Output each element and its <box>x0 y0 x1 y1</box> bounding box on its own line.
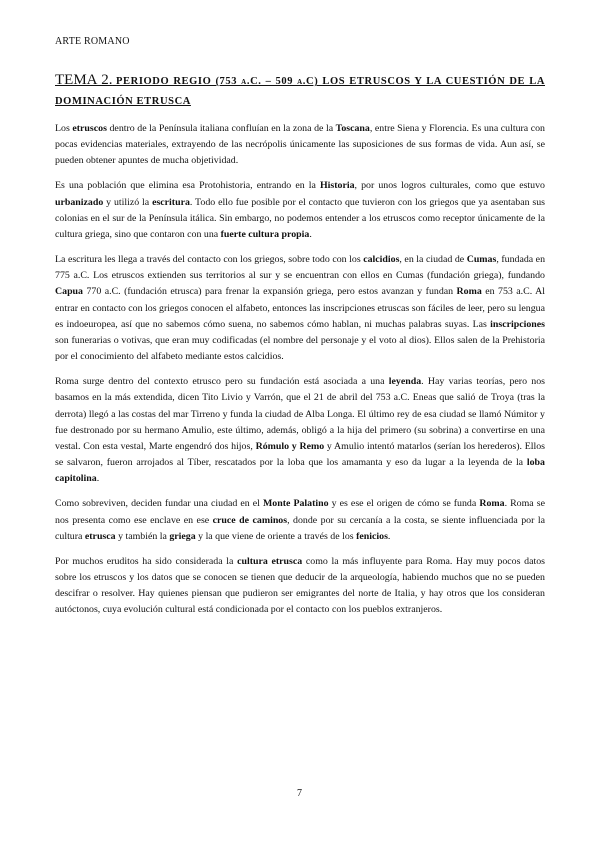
bold-term: Cumas <box>466 254 497 266</box>
paragraph <box>55 554 545 619</box>
page-content <box>55 70 545 627</box>
text-run: como la más influyente para Roma. Hay muy pocos datos sobre los etruscos y los datos que se conocen se tienen que deducir de la arqueología, habiendo muchos que no se pueden descifrar o resolver. Hay quienes piensan que pudieron ser emigrantes del norte de Italia, y hay otros que los consideran autóctonos, cuya evolución cultural está condicionada por el contacto con los pueblos extranjeros. <box>55 555 545 616</box>
text-run: . Todo ello fue posible por el contacto que tuvieron con los griegos que ya asentaban sus colonias en el sur de la Península itálica. Sin embargo, no podemos entender a los etruscos como receptor únicamente de la cultura griega, sino que contaron con una <box>55 196 546 241</box>
bold-term: Roma <box>456 286 482 298</box>
text-run: y también la <box>115 530 170 542</box>
text-run: y la que viene de oriente a través de los <box>195 530 357 542</box>
text-run: La escritura les llega a través del contacto con los griegos, sobre todo con los <box>55 254 364 266</box>
bold-term: fuerte cultura propia <box>220 229 310 241</box>
text-run: y Amulio intentó matarlos (serían los herederos). Ellos se salvaron, fueron arrojados al Tíber, rescatados por la loba que los amamanta y eso da lugar a la leyenda de la <box>55 441 546 469</box>
bold-term: cultura etrusca <box>237 555 303 567</box>
bold-term: cruce de caminos <box>212 514 288 526</box>
section-title <box>55 70 545 112</box>
page-number: 7 <box>297 788 302 799</box>
paragraph <box>55 374 545 487</box>
text-run: . <box>96 473 100 485</box>
text-run: , en la ciudad de <box>399 254 467 266</box>
bold-term: Roma <box>479 498 505 510</box>
text-run: y utilizó la <box>103 196 153 208</box>
text-run: , fundada en 775 a.C. Los etruscos extienden sus territorios al sur y se encuentran con ellos en Cumas (fundación griega), fundando <box>55 254 546 282</box>
paragraph <box>55 178 545 243</box>
bold-term: etruscos <box>72 123 107 134</box>
text-run: , donde por su cercanía a la costa, se siente influenciada por la cultura <box>55 514 545 542</box>
bold-term: leyenda <box>388 376 422 388</box>
bold-term: loba capitolina <box>55 457 545 485</box>
bold-term: Capua <box>55 286 83 298</box>
bold-term: griega <box>169 530 196 542</box>
text-run: son funerarias o votivas, que eran muy codificadas (el nombre del personaje y el voto al dios). Ellos salen de la Prehistoria por el conocimiento del alfabeto mediante estos calcidios. <box>55 335 545 363</box>
bold-term: etrusca <box>84 530 116 542</box>
body-text <box>55 121 545 619</box>
text-run: . Hay varias teorías, pero nos basamos en la más extendida, dicen Tito Livio y Varrón, que el 21 de abril del 753 a.C. Eneas que salió de Troya (tras la derrota) llegó a las costas del mar Tirreno y funda la ciudad de Alba Longa. El último rey de esa ciudad se llamó Númitor y fue destronado por su hermano Amulio, este último, además, obligó a la hija del primero (su sobrina) a convertirse en una vestal. Con esta vestal, Marte engendró dos hijos, <box>55 376 545 453</box>
bold-term: inscripciones <box>490 318 545 330</box>
bold-term: Rómulo y Remo <box>255 441 325 453</box>
text-run: , entre Siena y Florencia. Es una cultura con pocas evidencias materiales, extrayendo de las necrópolis únicamente las suposiciones de sus formas de vida. Aun así, se pueden obtener apuntes de mucha objetividad. <box>55 123 545 167</box>
bold-term: Toscana <box>335 123 370 134</box>
text-run: . <box>387 530 391 542</box>
bold-term: escritura <box>152 196 190 208</box>
bold-term: Monte Palatino <box>262 498 329 510</box>
text-run: , por unos logros culturales, como que estuvo <box>354 180 545 192</box>
bold-term: urbanizado <box>55 196 104 208</box>
paragraph <box>55 121 545 170</box>
text-run: Los <box>55 123 73 134</box>
text-run: 770 a.C. (fundación etrusca) para frenar la expansión griega, pero estos avanzan y fundan <box>83 286 457 298</box>
text-run: dentro de la Península italiana confluían en la zona de la <box>106 123 336 134</box>
text-run: y es ese el origen de cómo se funda <box>328 498 480 510</box>
text-run: . <box>309 229 312 241</box>
section-number: TEMA 2. <box>55 72 113 88</box>
text-run: Como sobreviven, deciden fundar una ciudad en el <box>55 498 263 510</box>
bold-term: fenicios <box>356 530 388 542</box>
bold-term: calcidios <box>363 254 400 266</box>
paragraph <box>55 496 545 545</box>
text-run: Roma surge dentro del contexto etrusco pero su fundación está asociada a una <box>55 376 389 388</box>
section-heading: PERIODO REGIO (753 a.C. – 509 a.C) LOS ETRUSCOS Y LA CUESTIÓN DE LA DOMINACIÓN ETRUSCA <box>55 76 546 107</box>
text-run: Por muchos eruditos ha sido considerada la <box>55 555 238 567</box>
text-run: en 753 a.C. Al entrar en contacto con los griegos conocen el alfabeto, entonces las inscripciones etruscas son fáciles de leer, pero su lengua es indoeuropea, así que no sabemos cómo suena, no sabemos cómo hablan, ni muchas palabras suyas. Las <box>55 286 545 330</box>
bold-term: Historia <box>319 180 355 192</box>
running-header: ARTE ROMANO <box>55 36 130 47</box>
text-run: . Roma se nos presenta como ese enclave en ese <box>55 498 545 526</box>
text-run: Es una población que elimina esa Protohistoria, entrando en la <box>55 180 320 192</box>
paragraph <box>55 252 545 365</box>
